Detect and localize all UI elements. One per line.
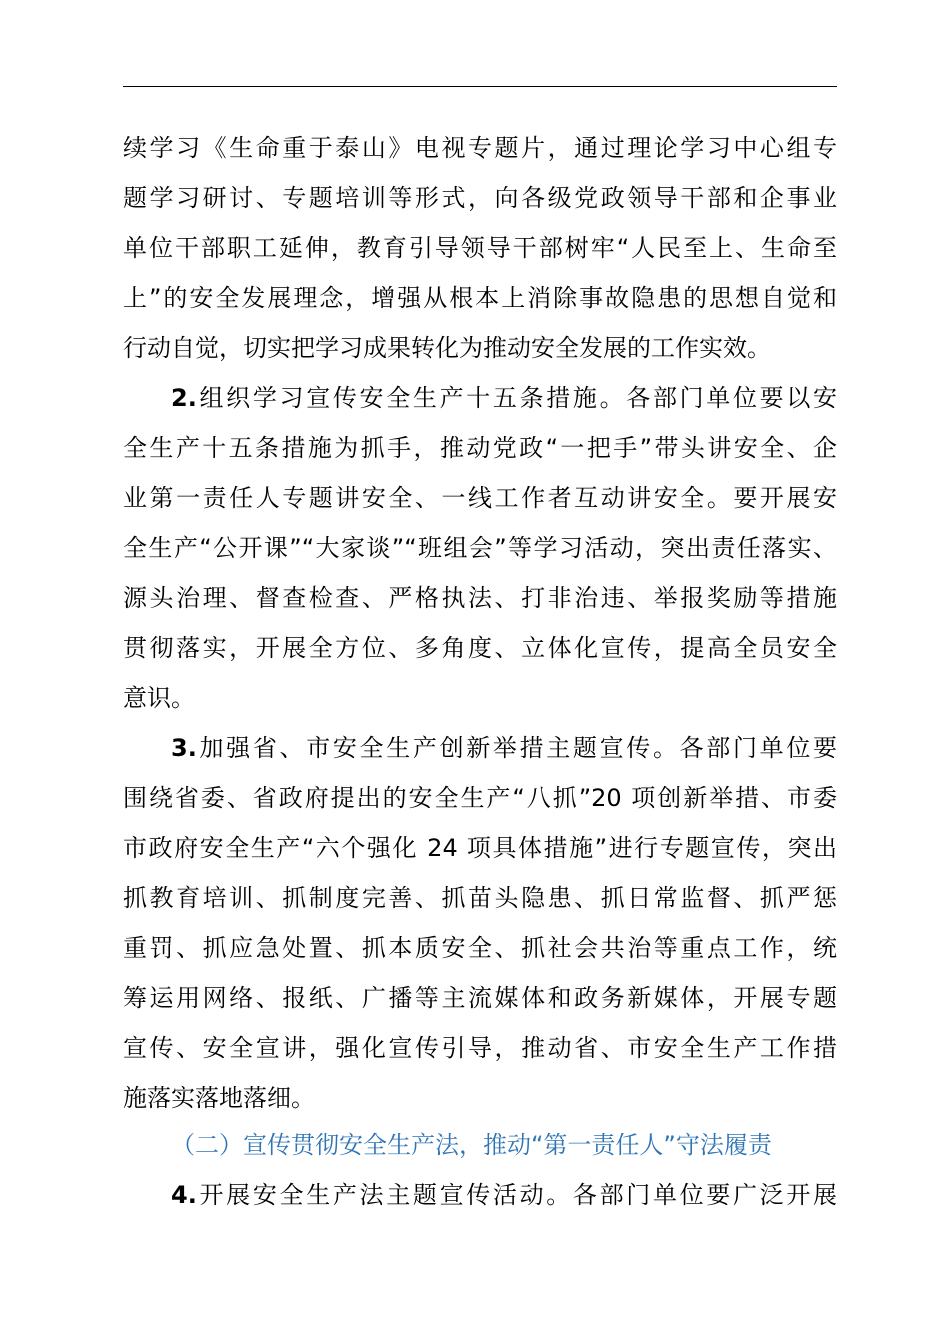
- body-line: 重罚、抓应急处置、抓本质安全、抓社会共治等重点工作，统: [123, 934, 837, 962]
- body-line: 单位干部职工延伸，教育引导领导干部树牢“人民至上、生命至: [123, 234, 837, 262]
- item-number: 2.: [171, 384, 197, 412]
- body-line: 市政府安全生产“六个强化 24 项具体措施”进行专题宣传，突出: [123, 834, 837, 862]
- body-line: 业第一责任人专题讲安全、一线工作者互动讲安全。要开展安: [123, 484, 837, 512]
- body-line: 筹运用网络、报纸、广播等主流媒体和政务新媒体，开展专题: [123, 984, 837, 1012]
- body-line: 续学习《生命重于泰山》电视专题片，通过理论学习中心组专: [123, 134, 837, 162]
- body-line: 抓教育培训、抓制度完善、抓苗头隐患、抓日常监督、抓严惩: [123, 884, 837, 912]
- body-line: 源头治理、督查检查、严格执法、打非治违、举报奖励等措施: [123, 584, 837, 612]
- body-line: 围绕省委、省政府提出的安全生产“八抓”20 项创新举措、市委: [123, 784, 837, 812]
- item-number: 3.: [171, 734, 197, 762]
- body-line: 上”的安全发展理念，增强从根本上消除事故隐患的思想自觉和: [123, 284, 837, 312]
- body-line: 行动自觉，切实把学习成果转化为推动安全发展的工作实效。: [123, 334, 771, 362]
- body-line: 全生产十五条措施为抓手，推动党政“一把手”带头讲安全、企: [123, 434, 837, 462]
- item-4-heading-line: 4.开展安全生产法主题宣传活动。各部门单位要广泛开展: [171, 1181, 837, 1209]
- body-line: 题学习研讨、专题培训等形式，向各级党政领导干部和企事业: [123, 184, 837, 212]
- item-2-heading-line: 2.组织学习宣传安全生产十五条措施。各部门单位要以安: [171, 384, 837, 412]
- body-line: 全生产“公开课”“大家谈”“班组会”等学习活动，突出责任落实、: [123, 534, 837, 562]
- item-3-heading-line: 3.加强省、市安全生产创新举措主题宣传。各部门单位要: [171, 734, 837, 762]
- body-line: 意识。: [123, 684, 195, 712]
- header-rule: [123, 86, 837, 87]
- section-heading: （二）宣传贯彻安全生产法，推动“第一责任人”守法履责: [171, 1131, 772, 1159]
- body-line: 宣传、安全宣讲，强化宣传引导，推动省、市安全生产工作措: [123, 1034, 837, 1062]
- body-line: 贯彻落实，开展全方位、多角度、立体化宣传，提高全员安全: [123, 634, 837, 662]
- item-number: 4.: [171, 1181, 197, 1209]
- body-line: 施落实落地落细。: [123, 1084, 315, 1112]
